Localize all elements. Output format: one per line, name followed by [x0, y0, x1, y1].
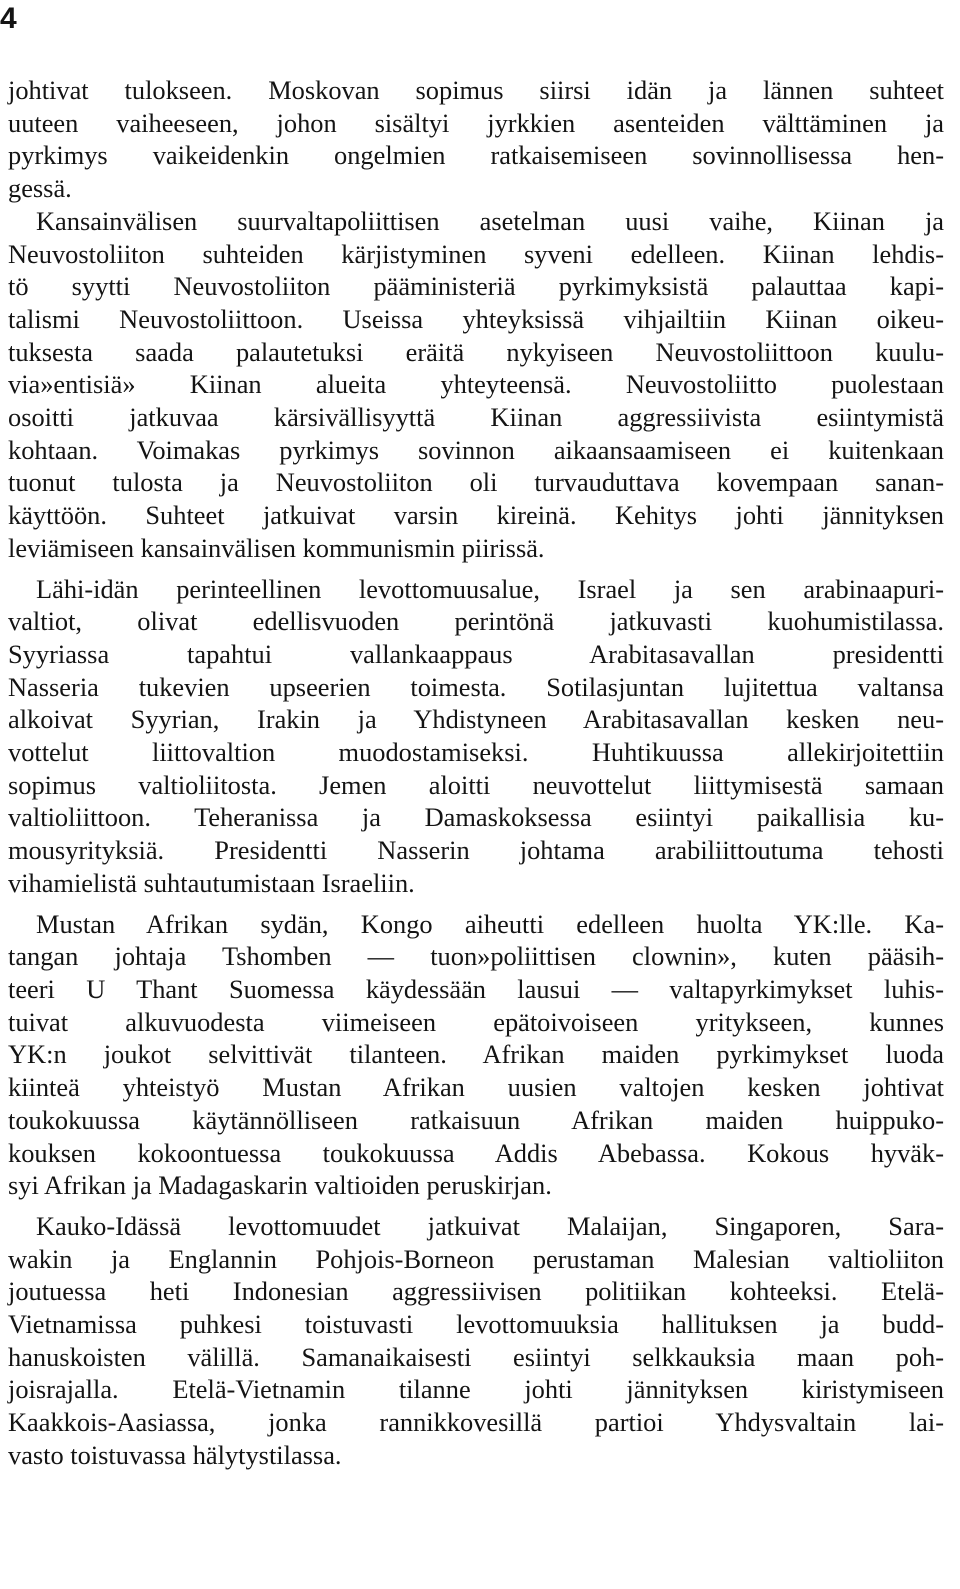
text-line: joisrajalla. Etelä-Vietnamin tilanne johti jännityksen kiristymiseen	[8, 1374, 944, 1405]
paragraph	[8, 1210, 944, 1472]
text-line: tuivat alkuvuodesta viimeiseen epätoivoiseen yritykseen, kunnes	[8, 1006, 944, 1037]
text-line: Kansainvälisen suurvaltapoliittisen asetelman uusi vaihe, Kiinan ja	[36, 205, 944, 236]
text-line: talismi Neuvostoliittoon. Useissa yhteyksissä vihjailtiin Kiinan oikeu-	[8, 303, 944, 334]
text-line: alkoivat Syyrian, Irakin ja Yhdistyneen Arabitasavallan kesken neu-	[8, 704, 944, 735]
paragraph	[8, 74, 944, 205]
paragraph	[8, 205, 944, 565]
text-line: valtioliittoon. Teheranissa ja Damaskoksessa esiintyi paikallisia ku-	[8, 802, 944, 833]
text-line: Kaakkois-Aasiassa, jonka rannikkovesillä partioi Yhdysvaltain lai-	[8, 1407, 944, 1438]
paragraph	[8, 573, 944, 900]
text-line: joutuessa heti Indonesian aggressiivisen politiikan kohteeksi. Etelä-	[8, 1276, 944, 1307]
text-line: Nasseria tukevien upseerien toimesta. Sotilasjuntan lujitettua valtansa	[8, 671, 944, 702]
text-line: pyrkimys vaikeidenkin ongelmien ratkaisemiseen sovinnollisessa hen-	[8, 140, 944, 171]
text-line: kouksen kokoontuessa toukokuussa Addis Abebassa. Kokous hyväk-	[8, 1137, 944, 1168]
text-line: mousyrityksiä. Presidentti Nasserin johtama arabiliittoutuma tehosti	[8, 835, 944, 866]
text-line: hanuskoisten välillä. Samanaikaisesti esiintyi selkkauksia maan poh-	[8, 1341, 944, 1372]
text-line: valtiot, olivat edellisvuoden perintönä jatkuvasti kuohumistilassa.	[8, 606, 944, 637]
text-line: syi Afrikan ja Madagaskarin valtioiden peruskirjan.	[8, 1170, 552, 1201]
text-line: teeri U Thant Suomessa käydessään lausui — valtapyrkimykset luhis-	[8, 973, 944, 1004]
text-line: Lähi-idän perinteellinen levottomuusalue, Israel ja sen arabinaapuri-	[36, 573, 944, 604]
text-line: Mustan Afrikan sydän, Kongo aiheutti edelleen huolta YK:lle. Ka-	[36, 908, 944, 939]
text-line: Neuvostoliiton suhteiden kärjistyminen syveni edelleen. Kiinan lehdis-	[8, 238, 944, 269]
text-line: kiinteä yhteistyö Mustan Afrikan uusien valtojen kesken johtivat	[8, 1072, 944, 1103]
text-line: Syyriassa tapahtui vallankaappaus Arabitasavallan presidentti	[8, 638, 944, 669]
text-line: vasto toistuvassa hälytystilassa.	[8, 1439, 342, 1470]
text-line: vihamielistä suhtautumistaan Israeliin.	[8, 867, 415, 898]
text-line: tangan johtaja Tshomben — tuon»poliittisen clownin», kuten pääsih-	[8, 941, 944, 972]
text-line: kohtaan. Voimakas pyrkimys sovinnon aikaansaamiseen ei kuitenkaan	[8, 434, 944, 465]
text-line: Kauko-Idässä levottomuudet jatkuivat Malaijan, Singaporen, Sara-	[36, 1210, 944, 1241]
text-line: Vietnamissa puhkesi toistuvasti levottomuuksia hallituksen ja budd-	[8, 1309, 944, 1340]
text-line: tuksesta saada palautetuksi eräitä nykyiseen Neuvostoliittoon kuulu-	[8, 336, 944, 367]
paragraph	[8, 908, 944, 1202]
text-line: toukokuussa käytännölliseen ratkaisuun Afrikan maiden huippuko-	[8, 1104, 944, 1135]
text-line: tö syytti Neuvostoliiton pääministeriä pyrkimyksistä palauttaa kapi-	[8, 271, 944, 302]
text-line: via»entisiä» Kiinan alueita yhteyteensä. Neuvostoliitto puolestaan	[8, 369, 944, 400]
text-line: YK:n joukot selvittivät tilanteen. Afrikan maiden pyrkimykset luoda	[8, 1039, 944, 1070]
text-line: wakin ja Englannin Pohjois-Borneon perustaman Malesian valtioliiton	[8, 1243, 944, 1274]
text-line: tuonut tulosta ja Neuvostoliiton oli turvauduttava kovempaan sanan-	[8, 467, 944, 498]
text-line: leviämiseen kansainvälisen kommunismin piirissä.	[8, 532, 545, 563]
text-line: vottelut liittovaltion muodostamiseksi. Huhtikuussa allekirjoitettiin	[8, 737, 944, 768]
page-number: 4	[0, 2, 17, 35]
article-body	[8, 74, 944, 1472]
paragraph-gap	[8, 1202, 944, 1210]
text-line: johtivat tulokseen. Moskovan sopimus siirsi idän ja lännen suhteet	[8, 75, 944, 105]
text-line: osoitti jatkuvaa kärsivällisyyttä Kiinan aggressiivista esiintymistä	[8, 402, 944, 433]
paragraph-gap	[8, 900, 944, 908]
text-line: käyttöön. Suhteet jatkuivat varsin kireinä. Kehitys johti jännityksen	[8, 500, 944, 531]
paragraph-gap	[8, 565, 944, 573]
text-line: sopimus valtioliitosta. Jemen aloitti neuvottelut liittymisestä samaan	[8, 769, 944, 800]
text-line: uuteen vaiheeseen, johon sisältyi jyrkkien asenteiden välttäminen ja	[8, 107, 944, 138]
text-line: gessä.	[8, 173, 72, 204]
